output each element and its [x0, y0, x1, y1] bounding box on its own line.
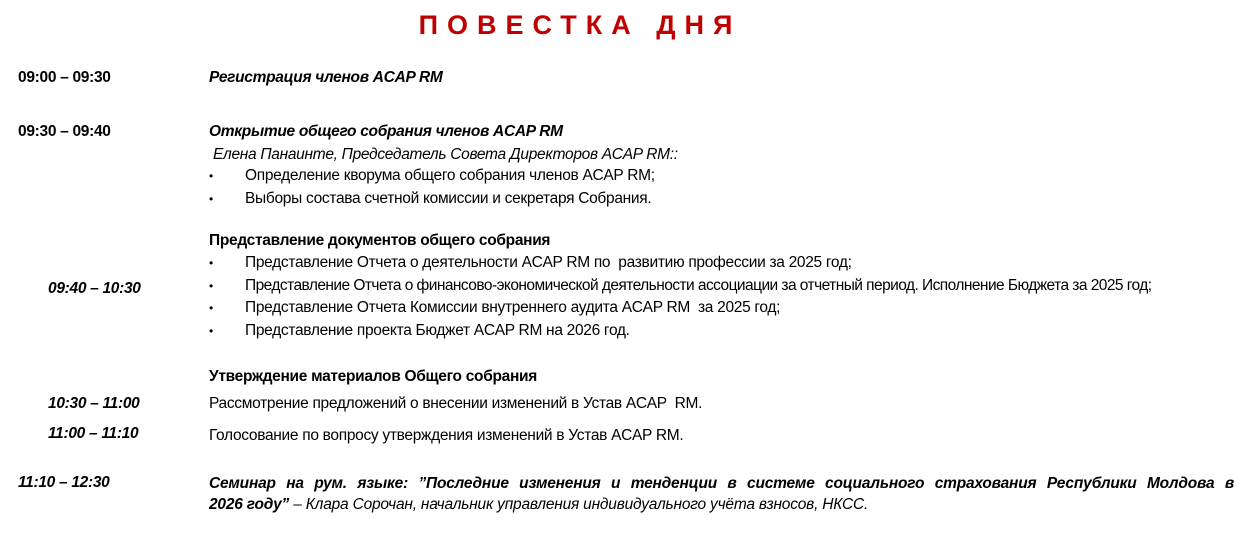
session-3-time: 09:40 – 10:30 — [48, 280, 141, 297]
session-2-item-1: Определение кворума общего собрания членов ACAP RM; — [245, 167, 655, 184]
page-title: ПОВЕСТКА ДНЯ — [418, 10, 742, 40]
session-2-item-2: Выборы состава счетной комиссии и секретаря Собрания. — [245, 190, 652, 207]
seminar-description — [209, 473, 1234, 515]
session-4-row-1-time: 10:30 – 11:00 — [48, 395, 140, 412]
session-3-item-2: Представление Отчета о финансово-экономической деятельности ассоциации за отчетный период. Исполнение Бюджета за 2025 год; — [245, 277, 1152, 294]
session-5-time: 11:10 – 12:30 — [18, 474, 110, 491]
session-2-heading: Открытие общего собрания членов ACAP RM — [209, 123, 563, 140]
bullet-icon: • — [209, 192, 214, 206]
session-2-time: 09:30 – 09:40 — [18, 123, 111, 140]
session-4-heading: Утверждение материалов Общего собрания — [209, 368, 538, 385]
bullet-icon: • — [209, 169, 214, 183]
session-2-speaker: Елена Панаинте, Председатель Совета Директоров ACAP RM:: — [209, 146, 678, 163]
bullet-icon: • — [209, 256, 214, 270]
seminar-title-line: Семинар на рум. языке: ”Последние изменения и тенденции в системе социального страхования Республики Молдова в — [209, 475, 1234, 492]
session-3-item-4: Представление проекта Бюджет ACAP RM на 2026 год. — [245, 322, 630, 339]
bullet-icon: • — [209, 324, 214, 338]
bullet-icon: • — [209, 279, 214, 293]
session-1-heading: Регистрация членов ACAP RM — [209, 69, 443, 86]
seminar-speaker: – Клара Сорочан, начальник управления индивидуального учёта взносов, НКСС. — [289, 496, 869, 513]
session-4-row-2-text: Голосование по вопросу утверждения изменений в Устав ACAP RM. — [209, 427, 684, 444]
seminar-title-year: 2026 году” — [209, 496, 290, 513]
session-4-row-2-time: 11:00 – 11:10 — [48, 425, 139, 442]
session-3-item-3: Представление Отчета Комиссии внутреннего аудита ACAP RM за 2025 год; — [245, 299, 781, 316]
session-3-item-1: Представление Отчета о деятельности ACAP RM по развитию профессии за 2025 год; — [245, 254, 852, 271]
bullet-icon: • — [209, 301, 214, 315]
session-4-row-1-text: Рассмотрение предложений о внесении изменений в Устав ACAP RM. — [209, 395, 703, 412]
session-3-heading: Представление документов общего собрания — [209, 232, 551, 249]
session-1-time: 09:00 – 09:30 — [18, 69, 111, 86]
